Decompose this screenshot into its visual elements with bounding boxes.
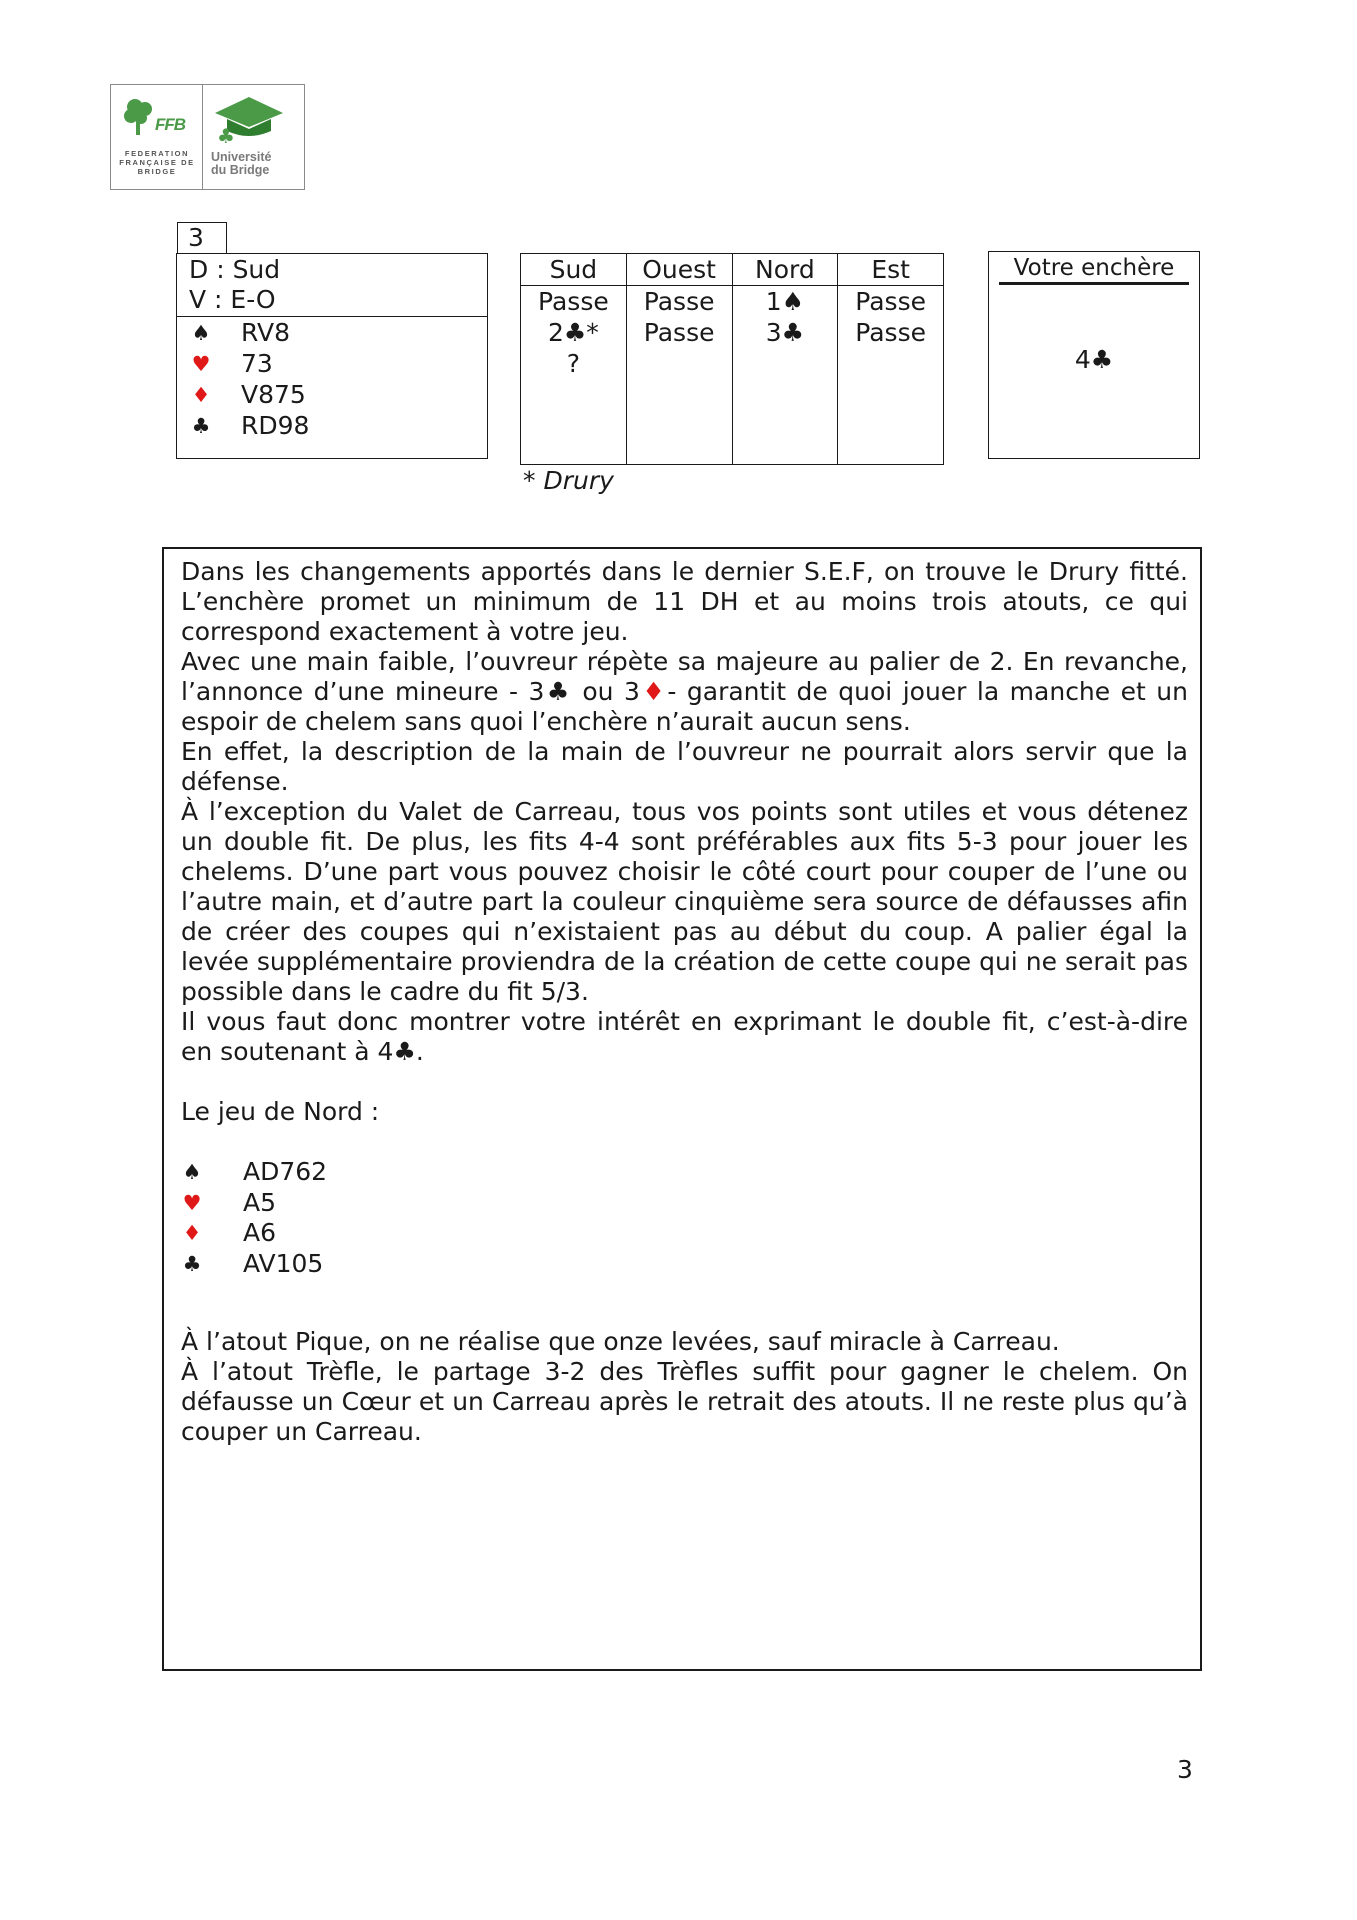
hand-row-spade [177, 317, 487, 348]
heart-cards: 73 [241, 349, 273, 378]
auction-column-sud [521, 254, 627, 464]
hand-row-heart [181, 1188, 1188, 1219]
heart-icon: ♥ [182, 1190, 202, 1215]
club-icon: ♣ [191, 413, 211, 438]
hand-row-club [181, 1249, 1188, 1280]
diamond-icon: ♦ [182, 1221, 202, 1246]
auction-table [520, 253, 944, 465]
explanation-paragraph: À l’atout Pique, on ne réalise que onze levées, sauf miracle à Carreau. [181, 1327, 1060, 1356]
diamond-icon: ♦ [191, 382, 211, 407]
hand-row-club [177, 410, 487, 441]
explanation-paragraph: À l’atout Trèfle, le partage 3-2 des Trèfles suffit pour gagner le chelem. On défausse un Cœur et un Carreau après le retrait des atouts. Il ne reste plus qu’à couper un Carreau. [181, 1357, 1188, 1446]
north-hand-label: Le jeu de Nord : [181, 1097, 380, 1126]
explanation-box [162, 547, 1202, 1671]
bid: Passe [643, 287, 715, 316]
auction-column-ouest [627, 254, 733, 464]
north-hand [181, 1157, 1188, 1279]
south-hand-box [176, 253, 488, 459]
answer-rule [999, 282, 1189, 285]
south-hand [177, 317, 487, 441]
auction-header: Nord [733, 254, 838, 286]
answer-bid: 4♣ [1074, 345, 1114, 374]
auction-header: Est [838, 254, 943, 286]
spade-cards: RV8 [241, 318, 291, 347]
graduation-cap-icon [213, 95, 285, 145]
vulnerability-label: V : E-O [189, 285, 276, 314]
bid: Passe [855, 287, 926, 316]
svg-text:♣: ♣ [217, 124, 235, 145]
bid: Passe [855, 318, 926, 347]
answer-title: Votre enchère [1013, 255, 1175, 281]
universite-wordmark: Université du Bridge [211, 150, 272, 177]
bid: 1♠ [765, 287, 805, 316]
hand-row-spade [181, 1157, 1188, 1188]
deal-conditions [177, 254, 487, 317]
explanation-paragraph: Dans les changements apportés dans le dernier S.E.F, on trouve le Drury fitté. L’enchère promet un minimum de 11 DH et au moins trois atouts, ce qui correspond exactement à votre jeu. [181, 557, 1188, 646]
heart-cards: A5 [243, 1187, 277, 1217]
bid: ? [566, 349, 581, 378]
bid: Passe [643, 318, 715, 347]
bid: 2♣* [547, 318, 599, 347]
club-icon: ♣ [544, 677, 572, 706]
ffb-logo [111, 85, 203, 189]
spade-icon: ♠ [191, 320, 211, 345]
diamond-cards: A6 [243, 1218, 277, 1248]
auction-column-nord [733, 254, 839, 464]
answer-box [988, 251, 1200, 459]
ffb-wordmark: FFB [155, 115, 186, 134]
ffb-universite-logo [110, 84, 305, 190]
ffb-subtitle: FEDERATION FRANÇAISE DE BRIDGE [119, 149, 195, 176]
heart-icon: ♥ [191, 351, 211, 376]
explanation-paragraph: En effet, la description de la main de l’ouvreur ne pourrait alors servir que la défense. [181, 737, 1188, 796]
club-cards: AV105 [243, 1248, 324, 1278]
bid: 3♣ [765, 318, 805, 347]
deal-number: 3 [177, 222, 227, 254]
auction-header: Ouest [627, 254, 732, 286]
auction-column-est [838, 254, 943, 464]
spade-icon: ♠ [182, 1160, 202, 1185]
page-number: 3 [1177, 1755, 1193, 1784]
diamond-cards: V875 [241, 380, 306, 409]
bid: Passe [538, 287, 609, 316]
hand-row-heart [177, 348, 487, 379]
auction-header: Sud [521, 254, 626, 286]
hand-row-diamond [181, 1218, 1188, 1249]
explanation-paragraph: À l’exception du Valet de Carreau, tous vos points sont utiles et vous détenez un double fit. De plus, les fits 4-4 sont préférables aux fits 5-3 pour jouer les chelems. D’une part vous pouvez choisir le côté court pour couper de l’une ou l’autre main, et d’autre part la couleur cinquième sera source de défausses afin de créer des coupes qui n’existaient pas au début du coup. A palier égal la levée supplémentaire proviendra de la création de cette coupe qui ne serait pas possible dans le cadre du fit 5/3. [181, 797, 1188, 1006]
diamond-icon: ♦ [639, 677, 668, 706]
explanation-paragraph: Avec une main faible, l’ouvreur répète sa majeure au palier de 2. En revanche, l’annonce d’une mineure - 3♣ ou 3♦- garantit de quoi jouer la manche et un espoir de chelem sans quoi l’enchère n’aurait aucun sens. [181, 647, 1188, 736]
club-icon: ♣ [182, 1251, 202, 1276]
spade-cards: AD762 [243, 1157, 328, 1187]
explanation-paragraph: Il vous faut donc montrer votre intérêt en exprimant le double fit, c’est-à-dire en soutenant à 4♣. [181, 1007, 1188, 1066]
club-cards: RD98 [241, 411, 310, 440]
auction-footnote: * Drury [523, 466, 614, 495]
universite-logo [203, 85, 304, 189]
dealer-label: D : Sud [189, 255, 281, 284]
hand-row-diamond [177, 379, 487, 410]
